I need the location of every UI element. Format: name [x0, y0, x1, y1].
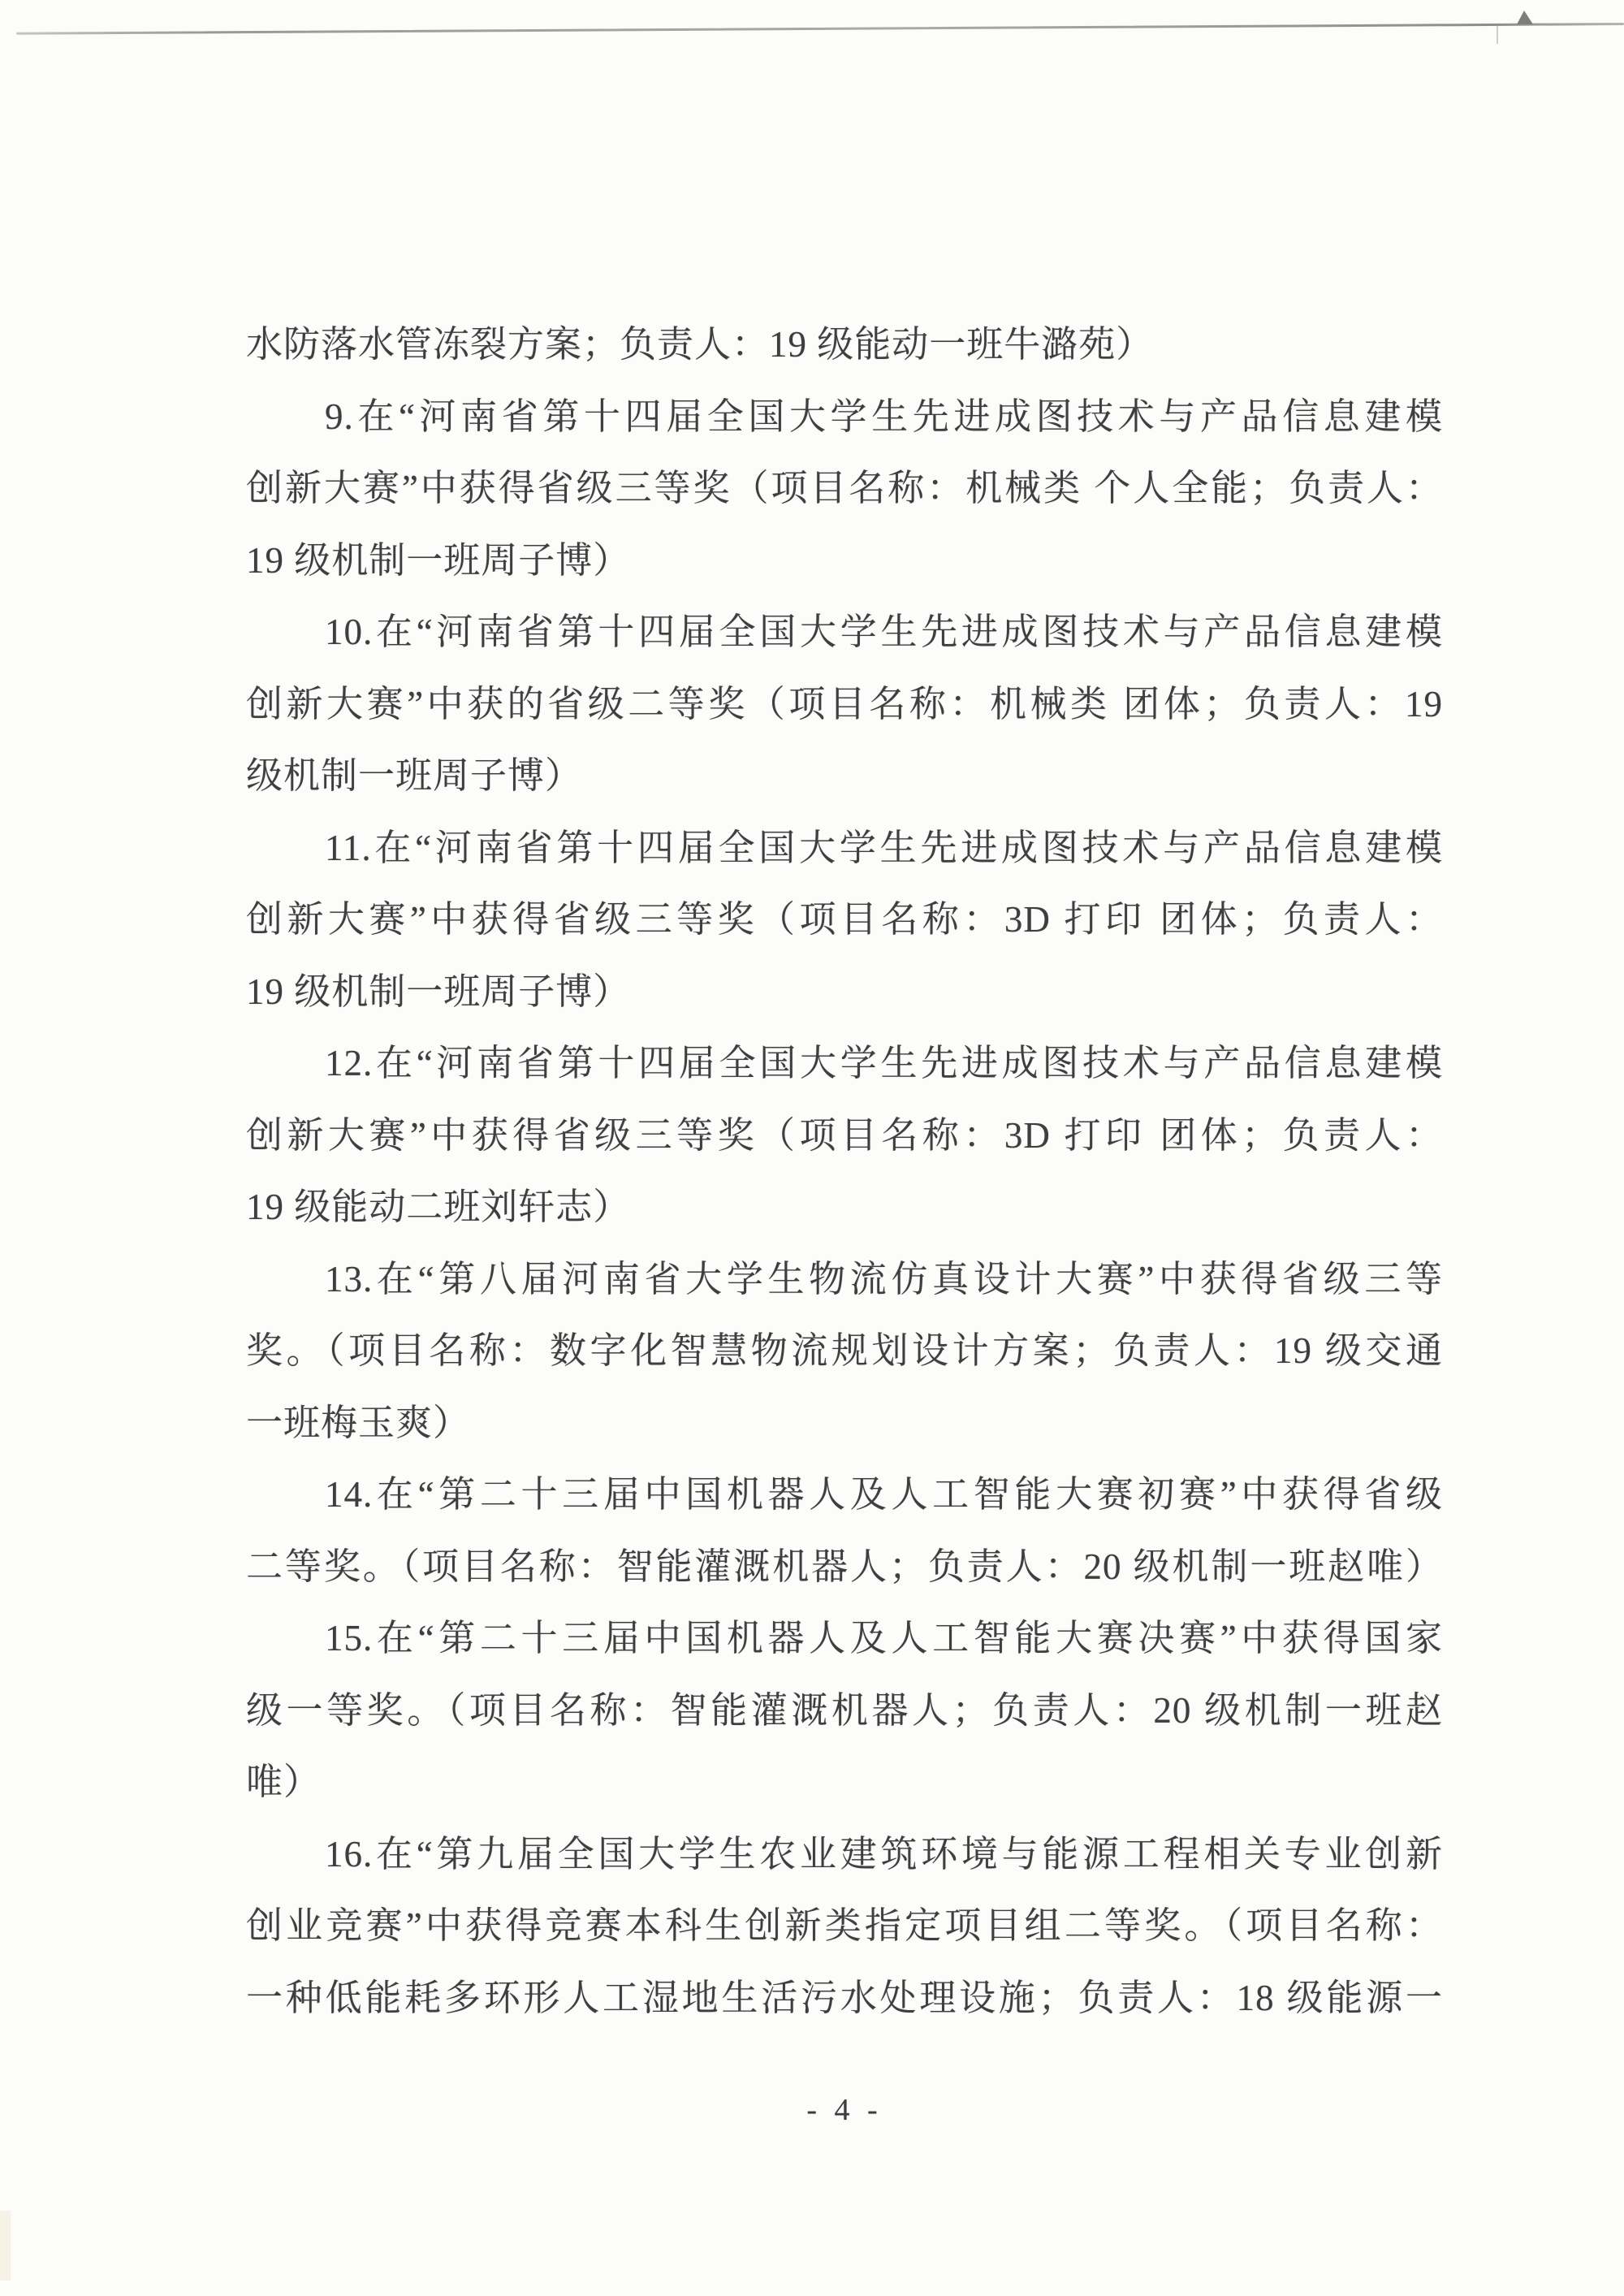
page-number: - 4 -	[806, 2093, 883, 2127]
text-line: 级一等奖。（项目名称：智能灌溉机器人；负责人：20 级机制一班赵	[246, 1689, 1443, 1731]
text-line: 创业竞赛”中获得竞赛本科生创新类指定项目组二等奖。（项目名称：	[246, 1905, 1443, 1946]
text-line: 9.在“河南省第十四届全国大学生先进成图技术与产品信息建模	[325, 396, 1443, 437]
text-line: 16.在“第九届全国大学生农业建筑环境与能源工程相关专业创新	[325, 1833, 1443, 1874]
text-line: 一种低能耗多环形人工湿地生活污水处理设施；负责人：18 级能源一	[246, 1977, 1443, 2018]
scan-artifact-tick	[1497, 24, 1498, 44]
text-line: 14.在“第二十三届中国机器人及人工智能大赛初赛”中获得省级	[325, 1474, 1443, 1515]
document-body	[246, 309, 1443, 2034]
text-line: 一班梅玉爽）	[246, 1402, 471, 1443]
text-line: 创新大赛”中获的省级二等奖（项目名称：机械类 团体；负责人：19	[246, 683, 1443, 724]
text-line: 12.在“河南省第十四届全国大学生先进成图技术与产品信息建模	[325, 1043, 1443, 1083]
text-line: 级机制一班周子博）	[246, 755, 583, 796]
text-line: 奖。（项目名称：数字化智慧物流规划设计方案；负责人：19 级交通	[246, 1330, 1443, 1371]
text-line: 15.在“第二十三届中国机器人及人工智能大赛决赛”中获得国家	[325, 1618, 1443, 1658]
scan-artifact-smudge	[0, 2211, 11, 2281]
text-line: 唯）	[246, 1762, 322, 1802]
text-line: 水防落水管冻裂方案；负责人：19 级能动一班牛潞苑）	[246, 324, 1154, 365]
scan-artifact-speck	[1517, 11, 1533, 24]
text-line: 创新大赛”中获得省级三等奖（项目名称：机械类 个人全能；负责人：	[246, 468, 1443, 508]
text-line: 二等奖。（项目名称：智能灌溉机器人；负责人：20 级机制一班赵唯）	[246, 1546, 1443, 1587]
text-line: 19 级机制一班周子博）	[246, 971, 631, 1012]
text-line: 10.在“河南省第十四届全国大学生先进成图技术与产品信息建模	[325, 612, 1443, 652]
text-line: 19 级能动二班刘轩志）	[246, 1187, 631, 1227]
text-line: 11.在“河南省第十四届全国大学生先进成图技术与产品信息建模	[325, 827, 1443, 868]
text-line: 19 级机制一班周子博）	[246, 539, 631, 581]
text-line: 创新大赛”中获得省级三等奖（项目名称：3D 打印 团体；负责人：	[246, 1114, 1443, 1156]
text-line: 13.在“第八届河南省大学生物流仿真设计大赛”中获得省级三等	[325, 1258, 1443, 1299]
scan-artifact-line	[16, 23, 1624, 35]
text-line: 创新大赛”中获得省级三等奖（项目名称：3D 打印 团体；负责人：	[246, 899, 1443, 940]
